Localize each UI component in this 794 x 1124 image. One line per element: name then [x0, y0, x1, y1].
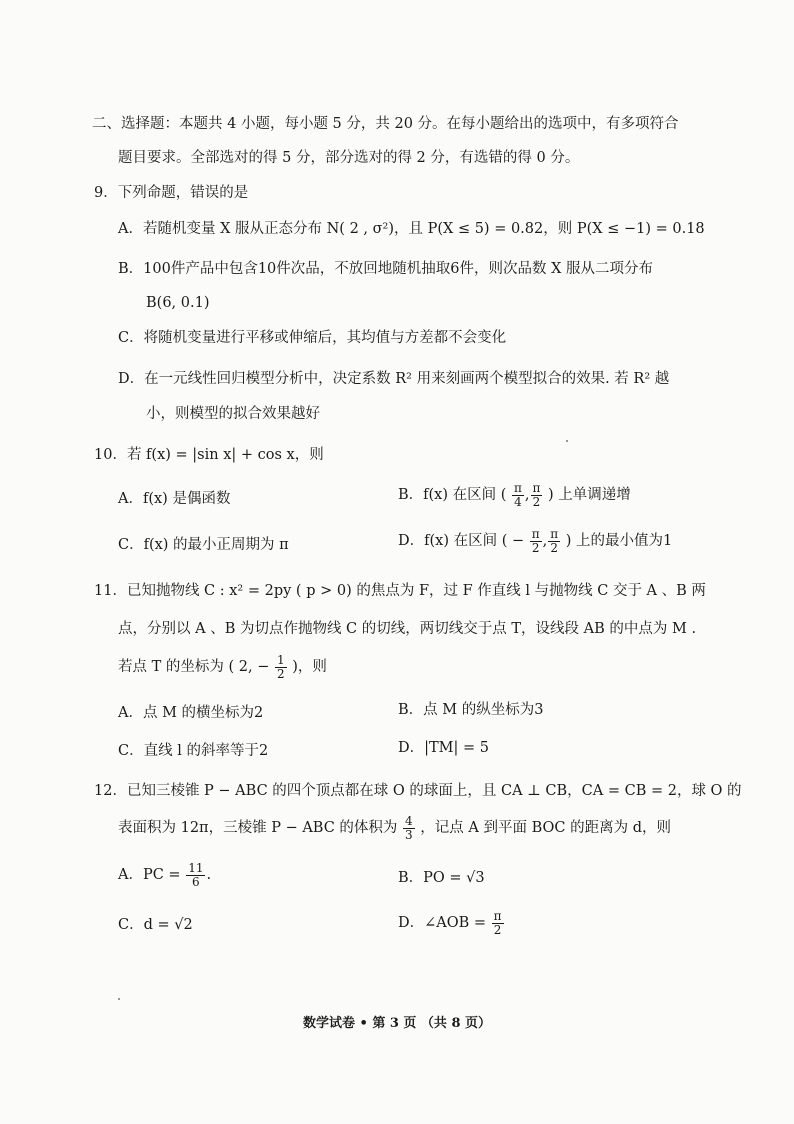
q12-option-d — [398, 910, 505, 936]
q11-option-a: A．点 M 的横坐标为2 — [118, 705, 264, 721]
q9-option-c: C．将随机变量进行平移或伸缩后，其均值与方差都不会变化 — [118, 330, 507, 346]
q10-option-d-comma: , — [542, 533, 548, 550]
q12-option-d-prefix: D．∠AOB = — [398, 915, 487, 932]
q9-option-b-line2: B(6, 0.1) — [146, 295, 210, 311]
q10-option-c: C．f(x) 的最小正周期为 π — [118, 537, 289, 553]
q11-line3 — [118, 654, 327, 680]
q12-option-d-fraction — [492, 910, 504, 936]
q10-option-d-prefix: D．f(x) 在区间 ( − — [398, 533, 525, 550]
fraction-numerator: π — [493, 909, 502, 923]
fraction-numerator: π — [550, 527, 559, 541]
fraction-numerator: π — [531, 527, 540, 541]
fraction-numerator: 1 — [276, 653, 285, 667]
q9-option-b-line1: B．100件产品中包含10件次品，不放回地随机抽取6件，则次品数 X 服从二项分布 — [118, 261, 654, 277]
q9-stem: 9．下列命题，错误的是 — [94, 185, 249, 201]
fraction-denominator: 2 — [493, 922, 502, 937]
q12-option-a-fraction — [186, 862, 205, 888]
q12-line2-prefix: 表面积为 12π，三棱锥 P − ABC 的体积为 — [118, 820, 398, 837]
q10-option-a: A．f(x) 是偶函数 — [118, 491, 231, 507]
q12-line2-suffix: ，记点 A 到平面 BOC 的距离为 d，则 — [420, 820, 671, 837]
q11-option-d: D．|TM| = 5 — [398, 740, 490, 756]
fraction-denominator: 2 — [276, 666, 285, 681]
q10-option-d-fraction-2 — [548, 528, 560, 554]
fraction-numerator: 4 — [405, 814, 413, 828]
q10-option-d-suffix: ) 上的最小值为1 — [565, 533, 673, 550]
q12-option-a-prefix: A．PC = — [118, 867, 181, 884]
q10-option-b-suffix: ) 上单调递增 — [548, 487, 631, 504]
q9-option-a: A．若随机变量 X 服从正态分布 N( 2 , σ²)，且 P(X ≤ 5) = 0.82，则 P(X ≤ −1) = 0.18 — [118, 221, 705, 237]
fraction-denominator: 2 — [550, 540, 558, 555]
q9-option-d-line1: D．在一元线性回归模型分析中，决定系数 R² 用来刻画两个模型拟合的效果. 若 R² 越 — [118, 371, 670, 387]
q10-option-b-fraction-2 — [531, 482, 543, 508]
q12-option-a — [118, 862, 211, 888]
q12-line2-fraction — [403, 815, 415, 841]
q11-line3-fraction — [275, 654, 287, 680]
q10-stem: 10．若 f(x) = |sin x| + cos x，则 — [94, 447, 324, 463]
q10-option-b-comma: , — [524, 487, 530, 504]
scan-speck — [566, 440, 568, 442]
q12-line2 — [118, 815, 671, 841]
q10-option-b-prefix: B．f(x) 在区间 ( — [398, 487, 507, 504]
q9-option-d-line2: 小，则模型的拟合效果越好 — [146, 406, 320, 422]
fraction-denominator: 4 — [514, 494, 522, 509]
fraction-numerator: π — [532, 481, 541, 495]
page-footer: 数学试卷 • 第 3 页 （共 8 页） — [302, 1016, 492, 1031]
q10-option-b — [398, 482, 631, 508]
q12-option-a-suffix: . — [206, 867, 212, 884]
q11-line3-suffix: )，则 — [292, 659, 327, 676]
section-header-line2: 题目要求。全部选对的得 5 分，部分选对的得 2 分，有选错的得 0 分。 — [118, 150, 580, 166]
q11-option-c: C．直线 l 的斜率等于2 — [118, 743, 269, 759]
fraction-denominator: 2 — [532, 494, 541, 509]
q12-option-c: C．d = √2 — [118, 917, 193, 933]
q10-option-d — [398, 528, 672, 554]
q12-option-b: B．PO = √3 — [398, 870, 485, 886]
fraction-numerator: π — [514, 481, 522, 495]
q12-line1: 12．已知三棱锥 P − ABC 的四个顶点都在球 O 的球面上，且 CA ⊥ CB，CA = CB = 2，球 O 的 — [94, 783, 742, 799]
q11-line3-prefix: 若点 T 的坐标为 ( 2, − — [118, 659, 270, 676]
q11-option-b: B．点 M 的纵坐标为3 — [398, 702, 544, 718]
scan-speck — [118, 998, 120, 1000]
fraction-denominator: 6 — [192, 874, 200, 889]
q10-option-d-fraction-1 — [530, 528, 542, 554]
q10-option-b-fraction-1 — [512, 482, 524, 508]
q11-line1: 11．已知抛物线 C : x² = 2py ( p > 0) 的焦点为 F，过 F 作直线 l 与抛物线 C 交于 A 、B 两 — [94, 583, 706, 599]
fraction-numerator: 11 — [188, 861, 204, 875]
fraction-denominator: 3 — [405, 827, 413, 842]
fraction-denominator: 2 — [531, 540, 540, 555]
section-header-line1: 二、选择题：本题共 4 小题，每小题 5 分，共 20 分。在每小题给出的选项中，有多项符合 — [92, 116, 679, 132]
q11-line2: 点，分别以 A 、B 为切点作抛物线 C 的切线，两切线交于点 T，设线段 AB 的中点为 M . — [118, 621, 697, 637]
